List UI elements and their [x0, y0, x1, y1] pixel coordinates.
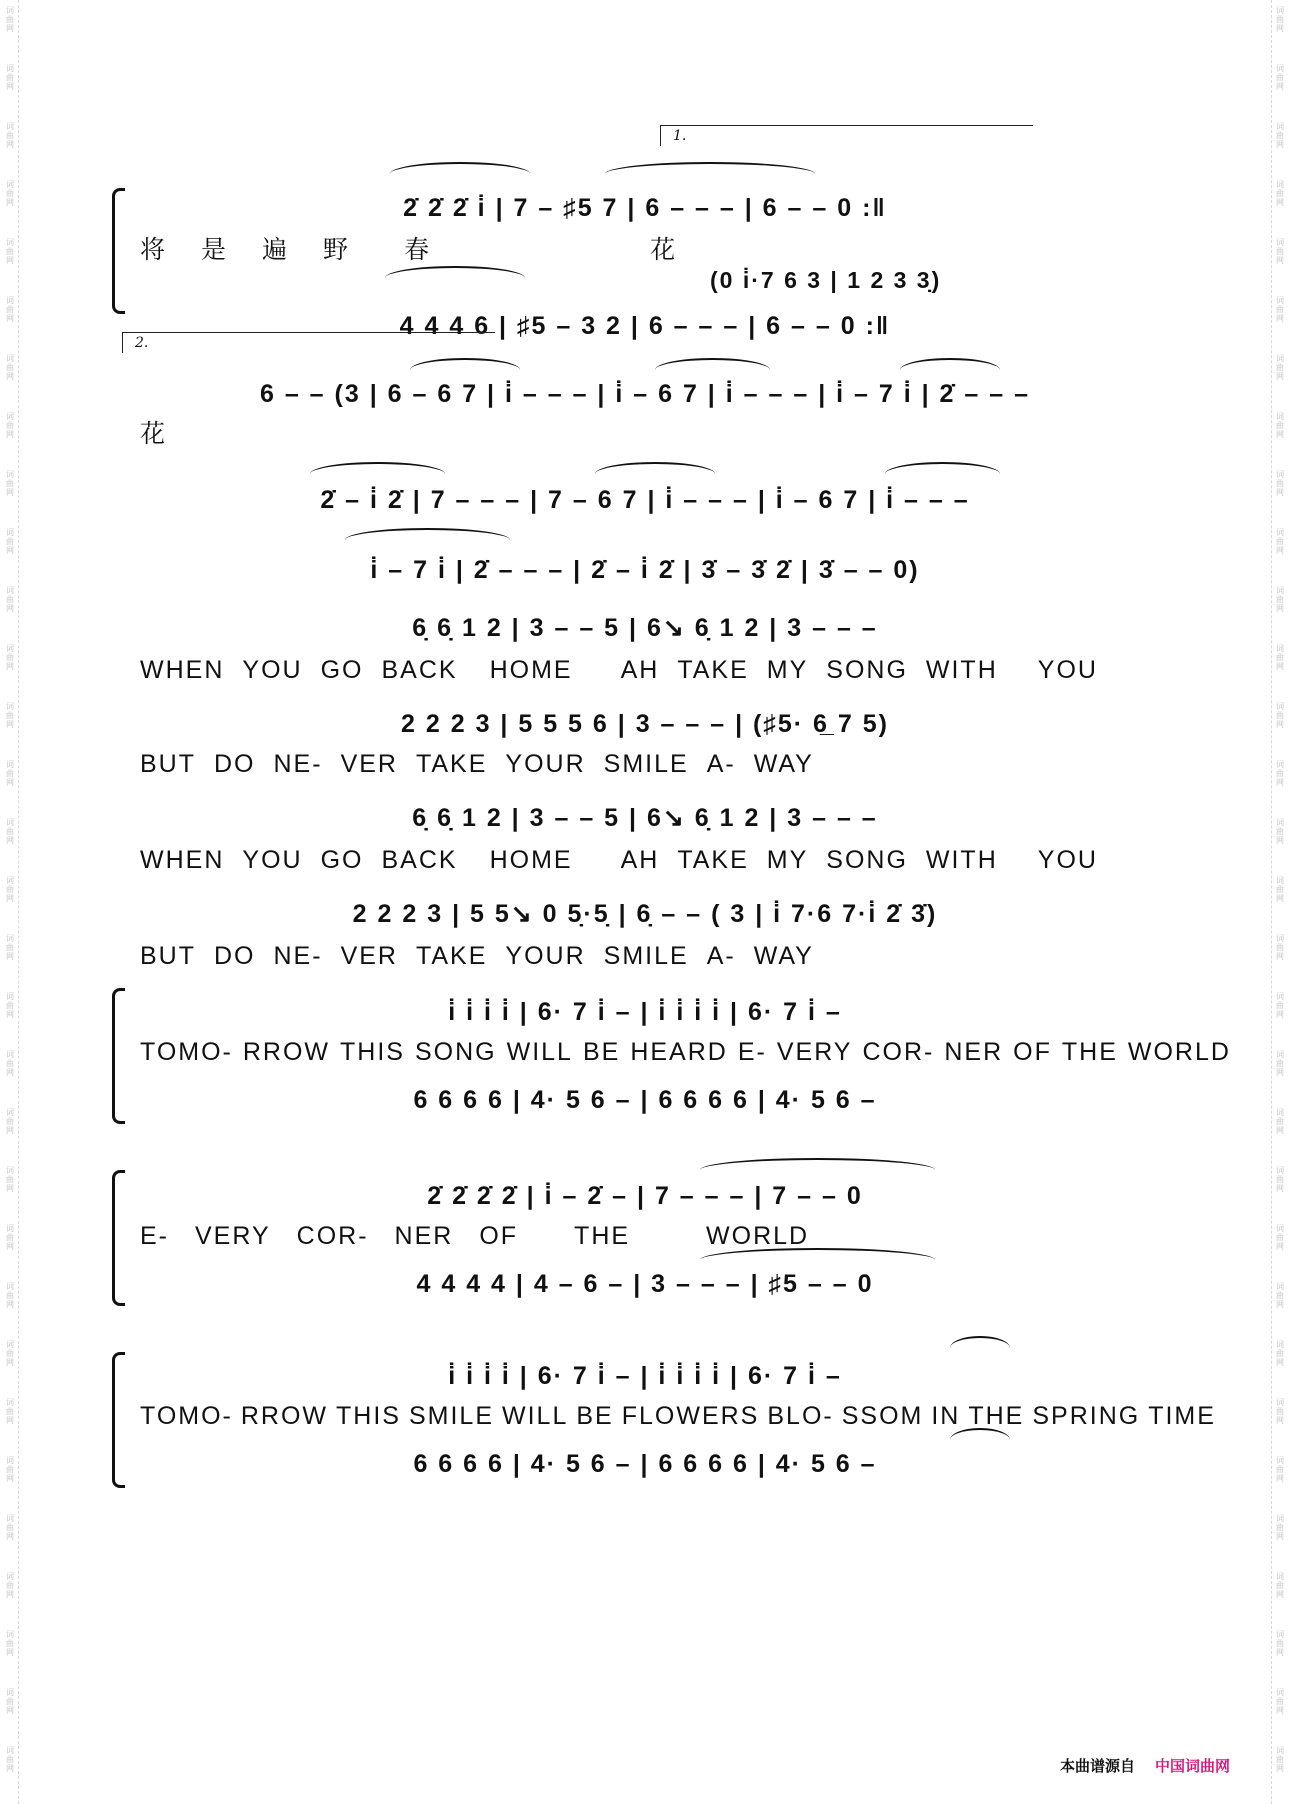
slur: [385, 266, 525, 290]
watermark-mark: 词 曲 网: [1276, 1630, 1284, 1657]
watermark-mark: 词 曲 网: [1276, 6, 1284, 33]
system-brace: [112, 1352, 125, 1488]
watermark-mark: 词 曲 网: [6, 934, 14, 961]
watermark-mark: 词 曲 网: [1276, 1514, 1284, 1541]
watermark-mark: 词 曲 网: [1276, 1340, 1284, 1367]
watermark-mark: 词 曲 网: [1276, 470, 1284, 497]
lyric-line: 花: [140, 419, 168, 448]
watermark-mark: 词 曲 网: [6, 1514, 14, 1541]
watermark-mark: 词 曲 网: [6, 1224, 14, 1251]
brand-link[interactable]: 中国词曲网: [1154, 1757, 1230, 1775]
watermark-mark: 词 曲 网: [6, 1572, 14, 1599]
slur: [345, 528, 510, 552]
watermark-mark: 词 曲 网: [6, 238, 14, 265]
source-footer: [1060, 1755, 1230, 1776]
slur: [605, 162, 815, 186]
watermark-mark: 词 曲 网: [6, 586, 14, 613]
watermark-mark: 词 曲 网: [1276, 1456, 1284, 1483]
melody-line: 2̇ 2̇ 2̇ 2̇ | i̇ – 2̇ – | 7 – – – | 7 – – 0: [427, 1181, 863, 1210]
watermark-mark: 词 曲 网: [6, 6, 14, 33]
watermark-mark: 词 曲 网: [6, 1630, 14, 1657]
system-brace: [112, 1170, 125, 1306]
watermark-mark: 词 曲 网: [6, 760, 14, 787]
lyric-line: TOMO- RROW THIS SONG WILL BE HEARD E- VERY COR- NER OF THE WORLD: [140, 1037, 1231, 1066]
watermark-mark: 词 曲 网: [1276, 1688, 1284, 1715]
first-ending-bracket: 1.: [660, 125, 1033, 146]
slur: [390, 162, 530, 186]
melody-line: 6 – – (3 | 6 – 6 7 | i̇ – – – | i̇ – 6 7 | i̇ – – – | i̇ – 7 i̇ | 2̇ – – –: [259, 379, 1031, 408]
harmony-line: 4 4 4 6 | ♯5 – 3 2 | 6 – – – | 6 – – 0 :‖: [399, 311, 891, 340]
watermark-mark: 词 曲 网: [1276, 296, 1284, 323]
watermark-mark: 词 曲 网: [1276, 818, 1284, 845]
watermark-mark: 词 曲 网: [1276, 528, 1284, 555]
interlude-line: (0 i̇·7 6 3 | 1 2 3 3̣): [710, 266, 942, 293]
watermark-mark: 词 曲 网: [1276, 760, 1284, 787]
watermark-mark: 词 曲 网: [6, 876, 14, 903]
watermark-mark: 词 曲 网: [1276, 238, 1284, 265]
jianpu-score: [135, 128, 1231, 1640]
watermark-mark: 词 曲 网: [1276, 412, 1284, 439]
harmony-line: 6 6 6 6 | 4· 5 6 – | 6 6 6 6 | 4· 5 6 –: [413, 1449, 877, 1478]
melody-line: i̇ i̇ i̇ i̇ | 6· 7 i̇ – | i̇ i̇ i̇ i̇ | 6· 7 i̇ –: [448, 997, 842, 1026]
watermark-mark: 词 曲 网: [6, 1456, 14, 1483]
lyric-line: WHEN YOU GO BACK HOME AH TAKE MY SONG WITH YOU: [140, 655, 1098, 684]
watermark-mark: 词 曲 网: [6, 1050, 14, 1077]
watermark-mark: 词 曲 网: [6, 992, 14, 1019]
harmony-line: 4 4 4 4 | 4 – 6 – | 3 – – – | ♯5 – – 0: [416, 1269, 874, 1298]
watermark-mark: 词 曲 网: [1276, 586, 1284, 613]
watermark-mark: 词 曲 网: [6, 296, 14, 323]
watermark-mark: 词 曲 网: [6, 702, 14, 729]
melody-line: 2̇ 2̇ 2̇ i̇ | 7 – ♯5 7 | 6 – – – | 6 – – 0 :‖: [403, 193, 887, 222]
watermark-mark: 词 曲 网: [6, 1340, 14, 1367]
watermark-mark: 词 曲 网: [1276, 354, 1284, 381]
watermark-mark: 词 曲 网: [6, 1746, 14, 1773]
harmony-line: 6 6 6 6 | 4· 5 6 – | 6 6 6 6 | 4· 5 6 –: [413, 1085, 877, 1114]
source-label: 本曲谱源自: [1059, 1757, 1135, 1775]
watermark-mark: 词 曲 网: [6, 470, 14, 497]
watermark-mark: 词 曲 网: [6, 1108, 14, 1135]
watermark-mark: 词 曲 网: [6, 1166, 14, 1193]
watermark-mark: 词 曲 网: [6, 1688, 14, 1715]
watermark-mark: 词 曲 网: [1276, 1398, 1284, 1425]
watermark-mark: 词 曲 网: [1276, 1224, 1284, 1251]
watermark-mark: 词 曲 网: [6, 1398, 14, 1425]
lyric-line: BUT DO NE- VER TAKE YOUR SMILE A- WAY: [140, 749, 814, 778]
lyric-line: TOMO- RROW THIS SMILE WILL BE FLOWERS BLO- SSOM IN THE SPRING TIME: [140, 1401, 1216, 1430]
melody-line: 2 2 2 3 | 5 5↘ 0 5̣·5̣ | 6̣ – – ( 3 | i̇ 7·6 7·i̇ 2̇ 3̇): [352, 900, 938, 928]
lyric-line: 将 是 遍 野 春 花: [140, 235, 678, 264]
watermark-mark: 词 曲 网: [6, 644, 14, 671]
watermark-mark: 词 曲 网: [1276, 1746, 1284, 1773]
watermark-mark: 词 曲 网: [1276, 1166, 1284, 1193]
watermark-mark: 词 曲 网: [6, 818, 14, 845]
system-brace: [112, 988, 125, 1124]
watermark-mark: 词 曲 网: [1276, 1108, 1284, 1135]
system-brace: [112, 188, 125, 314]
watermark-mark: 词 曲 网: [1276, 992, 1284, 1019]
watermark-mark: 词 曲 网: [6, 354, 14, 381]
watermark-mark: 词 曲 网: [6, 1282, 14, 1309]
watermark-mark: 词 曲 网: [1276, 934, 1284, 961]
watermark-mark: 词 曲 网: [6, 64, 14, 91]
watermark-mark: 词 曲 网: [6, 528, 14, 555]
lyric-line: WHEN YOU GO BACK HOME AH TAKE MY SONG WITH YOU: [140, 845, 1098, 874]
watermark-mark: 词 曲 网: [1276, 1572, 1284, 1599]
watermark-mark: 词 曲 网: [1276, 644, 1284, 671]
watermark-mark: 词 曲 网: [1276, 702, 1284, 729]
watermark-mark: 词 曲 网: [1276, 1282, 1284, 1309]
melody-line: 6̣ 6̣ 1 2 | 3 – – 5 | 6↘ 6̣ 1 2 | 3 – – –: [412, 804, 878, 832]
melody-line: 2 2 2 3 | 5 5 5 6 | 3 – – – | (♯5· 6̲ 7 5): [401, 709, 889, 738]
melody-line: i̇ – 7 i̇ | 2̇ – – – | 2̇ – i̇ 2̇ | 3̇ – 3̇ 2̇ | 3̇ – – 0): [370, 555, 920, 584]
watermark-mark: 词 曲 网: [1276, 122, 1284, 149]
lyric-line: E- VERY COR- NER OF THE WORLD: [140, 1221, 810, 1250]
watermark-mark: 词 曲 网: [6, 412, 14, 439]
lyric-line: BUT DO NE- VER TAKE YOUR SMILE A- WAY: [140, 941, 814, 970]
watermark-mark: 词 曲 网: [1276, 64, 1284, 91]
watermark-mark: 词 曲 网: [1276, 180, 1284, 207]
melody-line: i̇ i̇ i̇ i̇ | 6· 7 i̇ – | i̇ i̇ i̇ i̇ | 6· 7 i̇ –: [448, 1361, 842, 1390]
melody-line: 2̇ – i̇ 2̇ | 7 – – – | 7 – 6 7 | i̇ – – – | i̇ – 6 7 | i̇ – – –: [320, 485, 970, 514]
watermark-mark: 词 曲 网: [6, 180, 14, 207]
melody-line: 6̣ 6̣ 1 2 | 3 – – 5 | 6↘ 6̣ 1 2 | 3 – – –: [412, 614, 878, 642]
watermark-mark: 词 曲 网: [1276, 1050, 1284, 1077]
watermark-mark: 词 曲 网: [1276, 876, 1284, 903]
watermark-mark: 词 曲 网: [6, 122, 14, 149]
second-ending-bracket: 2.: [122, 332, 495, 353]
